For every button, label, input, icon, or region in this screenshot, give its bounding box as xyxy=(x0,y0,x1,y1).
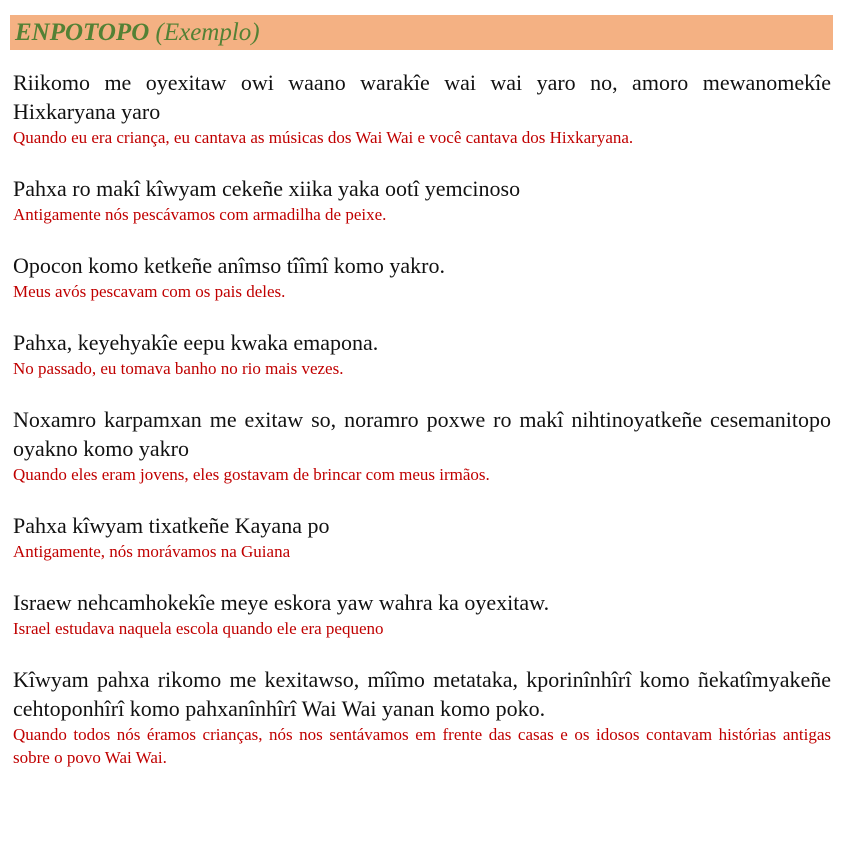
example-entry-7 xyxy=(13,588,831,640)
waiwai-sentence: Opocon komo ketkeñe anîmso tîîmî komo yakro. xyxy=(13,253,445,278)
waiwai-sentence: Noxamro karpamxan me exitaw so, noramro poxwe ro makî nihtinoyatkeñe cesemanitopo oyakno komo yakro xyxy=(13,407,831,461)
title-sub: (Exemplo) xyxy=(155,19,260,46)
waiwai-sentence: Pahxa, keyehyakîe eepu kwaka emapona. xyxy=(13,330,379,355)
example-entry-6 xyxy=(13,511,831,563)
example-list xyxy=(13,68,831,794)
example-entry-1 xyxy=(13,68,831,149)
waiwai-sentence: Kîwyam pahxa rikomo me kexitawso, mîîmo metataka, kporinînhîrî komo ñekatîmyakeñe cehtoponhîrî komo pahxanînhîrî Wai Wai yanan komo poko. xyxy=(13,667,831,721)
portuguese-translation: Quando eles eram jovens, eles gostavam de brincar com meus irmãos. xyxy=(13,465,490,484)
example-entry-3 xyxy=(13,251,831,303)
portuguese-translation: Antigamente nós pescávamos com armadilha de peixe. xyxy=(13,205,387,224)
example-entry-5 xyxy=(13,405,831,486)
title-main: ENPOTOPO xyxy=(15,19,150,46)
example-entry-2 xyxy=(13,174,831,226)
portuguese-translation: No passado, eu tomava banho no rio mais vezes. xyxy=(13,359,344,378)
waiwai-sentence: Israew nehcamhokekîe meye eskora yaw wahra ka oyexitaw. xyxy=(13,590,550,615)
waiwai-sentence: Riikomo me oyexitaw owi waano warakîe wai wai yaro no, amoro mewanomekîe Hixkaryana yaro xyxy=(13,70,831,124)
portuguese-translation: Antigamente, nós morávamos na Guiana xyxy=(13,542,291,561)
example-entry-4 xyxy=(13,328,831,380)
waiwai-sentence: Pahxa ro makî kîwyam cekeñe xiika yaka ootî yemcinoso xyxy=(13,176,521,201)
portuguese-translation: Israel estudava naquela escola quando ele era pequeno xyxy=(13,619,384,638)
portuguese-translation: Quando eu era criança, eu cantava as músicas dos Wai Wai e você cantava dos Hixkaryana. xyxy=(13,128,634,147)
page-title xyxy=(15,17,260,48)
waiwai-sentence: Pahxa kîwyam tixatkeñe Kayana po xyxy=(13,513,330,538)
example-entry-8 xyxy=(13,665,831,769)
title-banner xyxy=(10,15,833,50)
portuguese-translation: Quando todos nós éramos crianças, nós nos sentávamos em frente das casas e os idosos contavam histórias antigas sobre o povo Wai Wai. xyxy=(13,725,831,767)
portuguese-translation: Meus avós pescavam com os pais deles. xyxy=(13,282,286,301)
